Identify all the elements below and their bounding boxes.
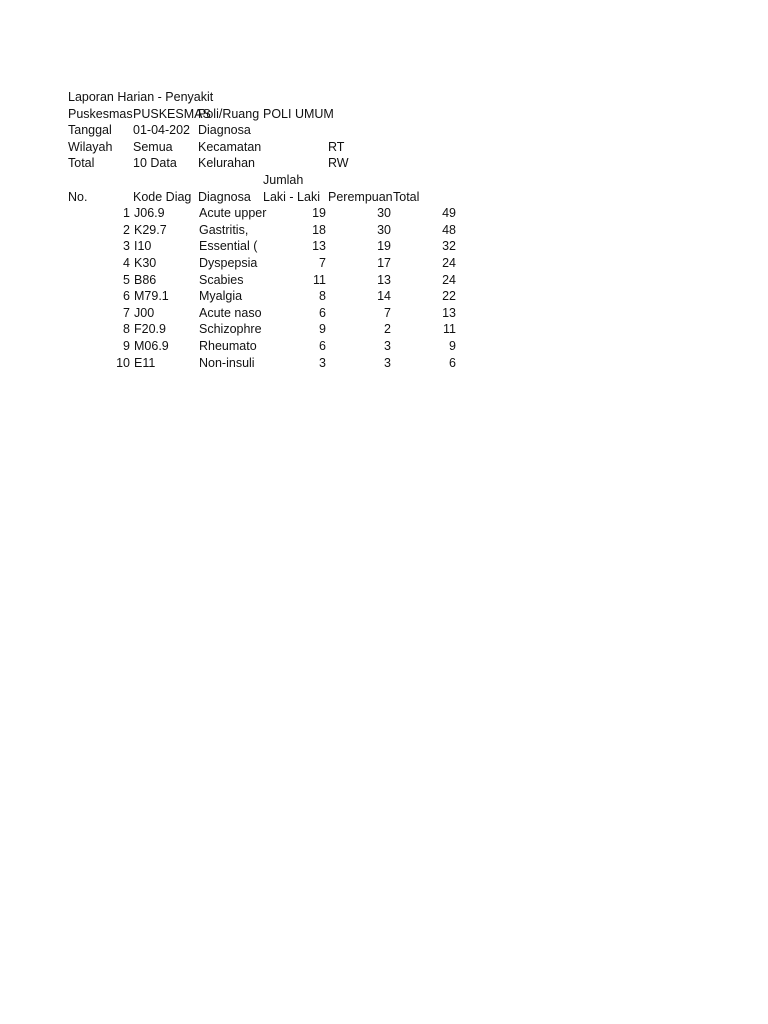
tanggal-label: Tanggal	[68, 123, 112, 138]
wilayah-value: Semua	[133, 139, 173, 154]
row-laki: 11	[313, 272, 326, 287]
row-no: 5	[123, 272, 130, 287]
row-kode: J00	[134, 305, 155, 320]
header-total: Total	[393, 189, 420, 204]
row-total: 49	[442, 206, 456, 221]
row-kode: I10	[134, 239, 152, 254]
row-kode: B86	[134, 272, 157, 287]
row-diagnosa: Non-insuli	[199, 355, 255, 370]
row-laki: 7	[319, 255, 326, 270]
row-perempuan: 13	[377, 272, 391, 287]
kecamatan-label: Kecamatan	[198, 139, 262, 154]
puskesmas-value: PUSKESMAS	[133, 106, 211, 121]
row-diagnosa: Essential (	[199, 239, 258, 254]
row-laki: 9	[319, 322, 326, 337]
row-kode: M06.9	[134, 338, 169, 353]
row-total: 6	[449, 355, 456, 370]
row-perempuan: 3	[384, 355, 391, 370]
row-laki: 8	[319, 289, 326, 304]
row-laki: 6	[319, 338, 326, 353]
row-diagnosa: Dyspepsia	[199, 255, 258, 270]
poli-value: POLI UMUM	[263, 106, 334, 121]
row-kode: E11	[134, 355, 156, 370]
row-diagnosa: Schizophre	[199, 322, 262, 337]
diagnosa-label: Diagnosa	[198, 123, 251, 138]
row-total: 22	[442, 289, 456, 304]
total-label: Total	[68, 156, 95, 171]
row-perempuan: 17	[377, 255, 391, 270]
header-no: No.	[68, 189, 88, 204]
wilayah-label: Wilayah	[68, 139, 113, 154]
row-diagnosa: Myalgia	[199, 289, 243, 304]
row-no: 8	[123, 322, 130, 337]
row-perempuan: 30	[377, 206, 391, 221]
row-total: 48	[442, 222, 456, 237]
report-title: Laporan Harian - Penyakit	[68, 90, 214, 104]
row-kode: K29.7	[134, 222, 167, 237]
tanggal-value: 01-04-202	[133, 123, 190, 138]
row-diagnosa: Rheumato	[199, 338, 257, 353]
row-perempuan: 30	[377, 222, 391, 237]
total-value: 10 Data	[133, 156, 177, 171]
row-no: 9	[123, 338, 130, 353]
row-perempuan: 19	[377, 239, 391, 254]
row-no: 2	[123, 222, 130, 237]
row-perempuan: 7	[384, 305, 391, 320]
row-kode: J06.9	[134, 206, 165, 221]
row-no: 10	[116, 355, 130, 370]
puskesmas-label: Puskesmas	[68, 106, 133, 121]
row-no: 4	[123, 255, 130, 270]
header-perempuan: Perempuan	[328, 189, 393, 204]
row-diagnosa: Scabies	[199, 272, 244, 287]
row-laki: 6	[319, 305, 326, 320]
row-diagnosa: Acute naso	[199, 305, 262, 320]
header-diagnosa: Diagnosa	[198, 189, 251, 204]
row-kode: K30	[134, 255, 157, 270]
row-total: 24	[442, 255, 456, 270]
row-kode: F20.9	[134, 322, 166, 337]
kelurahan-label: Kelurahan	[198, 156, 255, 171]
row-laki: 13	[312, 239, 326, 254]
header-kode-diagnosa: Kode Diag	[133, 189, 192, 204]
row-no: 1	[123, 206, 130, 221]
row-perempuan: 14	[377, 289, 391, 304]
row-total: 13	[442, 305, 456, 320]
row-no: 7	[123, 305, 130, 320]
row-laki: 19	[312, 206, 326, 221]
poli-label: Poli/Ruang	[198, 106, 260, 121]
jumlah-group-header: Jumlah	[263, 172, 304, 187]
row-no: 6	[123, 289, 130, 304]
row-total: 32	[442, 239, 456, 254]
row-kode: M79.1	[134, 289, 169, 304]
row-total: 24	[442, 272, 456, 287]
row-total: 11	[443, 322, 456, 337]
row-no: 3	[123, 239, 130, 254]
row-diagnosa: Gastritis,	[199, 222, 249, 237]
rt-label: RT	[328, 139, 345, 154]
row-total: 9	[449, 338, 456, 353]
header-laki-laki: Laki - Laki	[263, 189, 320, 204]
row-laki: 3	[319, 355, 326, 370]
row-perempuan: 2	[384, 322, 391, 337]
rw-label: RW	[328, 156, 349, 171]
row-diagnosa: Acute upper	[199, 206, 267, 221]
row-laki: 18	[312, 222, 326, 237]
row-perempuan: 3	[384, 338, 391, 353]
